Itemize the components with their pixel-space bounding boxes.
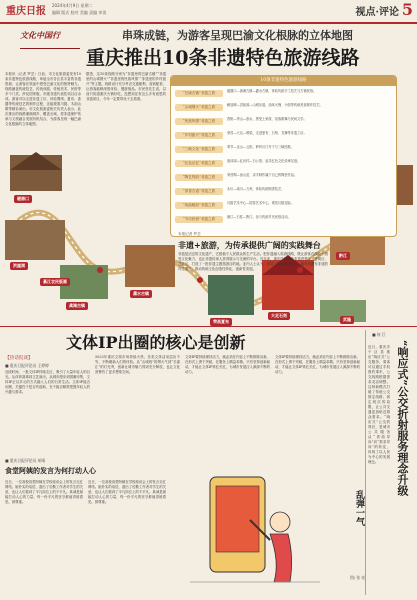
route-name: “节庆民俗”非遗之旅 — [175, 216, 223, 223]
route-desc: 解放碑—洪崖洞—山城步道，品味火锅、小面等传统美食制作技艺。 — [227, 103, 323, 107]
stop-label: 濯水古镇 — [130, 290, 152, 298]
stop-label: 龚滩古镇 — [66, 302, 88, 310]
commentary-col1: 近段时间，一批文体IP持续走红，吸引了大量年轻人的目光。从体育赛事到文艺演出，从城市漫步到国潮市集，文体IP正以多元的方式融入人们的日常生活。文体IP能否出圈，关键在于是否有创新，在于能否精准把握年轻人的兴趣与需求。 — [5, 370, 90, 394]
section-label: 视点·评论 — [355, 7, 399, 18]
route-row — [175, 131, 393, 143]
route-name: “民族风情”非遗之旅 — [175, 118, 223, 125]
box-text: 非遗是活态的文化遗产，它根植于人民群众的生产生活。把非遗融入旅游线路，既让游客在游览中感受文化魅力，也让非遗传承人获得展示与交流的平台。近年来，重庆持续推动非遗进景区、进街区、进社区，打造了一批非遗主题旅游目的地。业内人士认为，非遗与旅游深度融合，能有效激发非遗的内生活力，推动传统文化创造性转化、创新性发展。 — [178, 252, 328, 271]
route-name: “三峡文化”非遗之旅 — [175, 146, 223, 153]
route-desc: 磁器口—龚滩古镇—濯水古镇，体验传统手工技艺与古镇民俗。 — [227, 89, 317, 93]
column-label: 【热话侃谈】 — [5, 356, 33, 361]
route-name: “戏曲雅韵”非遗之旅 — [175, 202, 223, 209]
box-title: 非遗+旅游，为传承提供广阔的实践舞台 — [178, 240, 321, 250]
right-title: “响应式”公交折射服务理念升级 — [396, 340, 409, 496]
route-desc: 綦江—石柱—黔江，参与传统节庆民俗活动。 — [227, 215, 291, 219]
stop-label: 綦江农民版画 — [40, 278, 70, 286]
routes-callout-box — [170, 75, 397, 237]
paper-name: 重庆日报 — [6, 6, 46, 17]
commentary-col3: 文体IP要持续保持活力，就必须在内容上不断推陈出新，在形式上勇于突破，在服务上精益求精。只有坚持创新驱动，才能让文体IP常红长红，为城市发展注入源源不断的动力。 — [185, 355, 270, 374]
route-row — [175, 145, 393, 157]
editor-line: 编辑 版式 校对 美编 责编 审读 — [52, 10, 107, 15]
commentary-col4: 文体IP要持续保持活力，就必须在内容上不断推陈出新，在形式上勇于突破，在服务上精益求精。只有坚持创新驱动，才能让文体IP常红长红，为城市发展注入源源不断的动力。 — [275, 355, 360, 374]
page-number: 5 — [401, 0, 413, 19]
stop-label: 荣昌夏布 — [210, 318, 232, 326]
photo-folk-building — [125, 245, 175, 287]
sub-title: 食堂阿姨的发言为何打动人心 — [5, 466, 96, 475]
right-byline: ■ 何 江 — [372, 332, 386, 337]
feature-headline: 重庆推出10条非遗特色旅游线路 — [86, 47, 360, 69]
route-row — [175, 215, 393, 227]
route-name: “巴渝古镇”非遗之旅 — [175, 90, 223, 97]
feature-mid-column: 据悉，这10条线路分别为“非遗里的巴渝古镇”“非遗里的山城烟火”“非遗里的民族风情”“非遗里的乡村振兴”等主题。线路设计充分考虑交通便利、食宿配套，让游客能够深度体验、慢游细品。市民张先生说，以前只知道重庆火锅好吃，没想到还有这么多有意思的非遗项目，今年一定要带孩子去看看。 — [86, 72, 166, 101]
sub-byline: ■ 重庆日报评论员 胡靖 — [5, 458, 46, 463]
stop-label: 大足石刻 — [268, 312, 290, 320]
cartoon-title: 乱弹一气 — [354, 490, 364, 526]
route-row — [175, 89, 393, 101]
column-logo: 文化中国行 — [20, 30, 80, 49]
column-rule — [365, 330, 366, 595]
route-name: “茶香古道”非遗之旅 — [175, 188, 223, 195]
commentary-byline: ■ 重庆日报评论员 王婷婷 — [5, 363, 49, 368]
stop-label: 洪崖洞 — [10, 262, 28, 270]
route-row — [175, 187, 393, 199]
box-byline: 本报记者 罗芸 — [178, 232, 201, 236]
route-name: “陶艺瓷韵”非遗之旅 — [175, 174, 223, 181]
route-row — [175, 117, 393, 129]
date-line: 2024年4月9日 星期二 — [52, 3, 93, 8]
route-desc: 酉阳—秀山—彭水，感受土家族、苗族歌舞与民间文学。 — [227, 117, 307, 121]
route-row — [175, 173, 393, 185]
section-divider — [0, 326, 417, 327]
commentary-headline: 文体IP出圈的核心是创新 — [66, 333, 246, 352]
sub-text-col1: 近日，一位高校食堂阿姨在学校座谈会上的发言走红网络。她朴实的话语，道出了后勤工作者对学生的关爱，也让人们看到了平凡岗位上的不平凡。真诚是最能打动人心的力量，每一份平凡的坚守都值得被看见、被尊重。 — [5, 480, 83, 504]
route-desc: 川剧艺术中心—国泰艺术中心，观赏川剧变脸。 — [227, 201, 294, 205]
right-text: 近日，重庆多个区县推出“响应式”公交服务，乘客可以通过手机预约乘车，公交线路根据需求灵活调整。这种新模式打破了传统公交固定线路、固定班次的局限，让公共交通更加贴近群众需求。“响应式”公交的背后，是城市公共服务从“供给导向”向“需求导向”的转变，体现了以人民为中心的发展理念。 — [368, 345, 390, 464]
route-row — [175, 201, 393, 213]
callout-title: 10条非遗特色旅游线路 — [171, 76, 396, 86]
stop-label: 黔江 — [336, 252, 350, 260]
cartoon-credit: 图/ 张 亮 — [350, 575, 366, 580]
sub-text-col2: 近日，一位高校食堂阿姨在学校座谈会上的发言走红网络。她朴实的话语，道出了后勤工作者对学生的关爱，也让人们看到了平凡岗位上的不平凡。真诚是最能打动人心的力量，每一份平凡的坚守都值得被看见、被尊重。 — [88, 480, 166, 504]
route-row — [175, 103, 393, 115]
feature-left-column: 本报讯（记者 罗芸）日前，市文化旅游委发布10条非遗特色旅游线路，串起全市各区县丰富的非遗资源，让游客在旅途中感受巴渝文化的独特魅力。线路涵盖传统技艺、传统戏剧、传统美术、民俗等多个门类，涉及国家级、市级非遗代表性项目百余项。游客可以走进非遗工坊，体验蜀绣、夏布、漆器等传统技艺的制作过程，还能观看川剧、木洞山歌等精彩演出。市文化旅游委相关负责人表示，此次推出的线路兼顾城乡、覆盖全域，将非遗保护传承与文旅融合发展有机结合，为游客呈现一幅巴渝文化根脉的立体地图。 — [5, 72, 81, 126]
stop-label: 磁器口 — [14, 195, 32, 203]
stop-label: 武隆 — [340, 316, 354, 324]
photo-hotpot — [5, 220, 65, 260]
route-desc: 荣昌—大足—铜梁，走进夏布、石刻、龙舞等非遗工坊。 — [227, 131, 307, 135]
route-row — [175, 159, 393, 171]
feature-subhead: 串珠成链，为游客呈现巴渝文化根脉的立体地图 — [122, 29, 353, 42]
commentary-col2: 2023年重庆文旅市场持续火热，各类文体活动层出不穷，不断刷新人们的体验。从“山城巷”的烟火气到“长嘉汇”的灯光秀，创新让城市魅力得到充分释放，也让文化消费有了更多想象空间。 — [95, 355, 180, 374]
route-desc: 荣昌陶—涂山窑，亲手制作属于自己的陶瓷作品。 — [227, 173, 298, 177]
route-name: “山城烟火”非遗之旅 — [175, 104, 223, 111]
route-desc: 奉节—巫山—云阳，聆听川江号子与三峡民歌。 — [227, 145, 294, 149]
route-name: “乡村振兴”非遗之旅 — [175, 132, 223, 139]
route-desc: 渣滓洞—红岩村—白公馆，追寻红色文化传承足迹。 — [227, 159, 301, 163]
cartoon-illustration — [170, 462, 335, 592]
route-desc: 永川—南川—万州，体验传统制茶技艺。 — [227, 187, 285, 191]
route-name: “红色记忆”非遗之旅 — [175, 160, 223, 167]
